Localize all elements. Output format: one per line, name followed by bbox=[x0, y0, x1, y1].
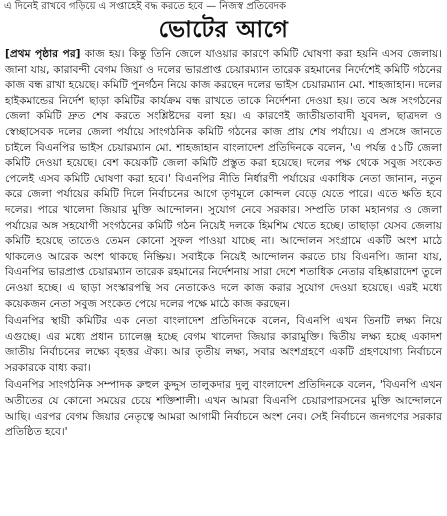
paragraph-text: কাজ হয়। কিন্তু তিনি জেলে যাওয়ার কারণে কমিটি ঘোষণা করা হয়নি এসব জেলায়। জানা যায়, কারাবন্দী বেগম জিয়া ও দলের ভারপ্রাপ্ত চেয়ারম্যান তারেক রহমানের নির্দেশেই কমিটি গঠনের কাজ বন্ধ রাখা হয়েছে। কমিটি পুনর্গঠন নিয়ে কাজ করছেন দলের ভাইস চেয়ারম্যান মো. শাহজাহান। দলের হাইকমান্ডের নির্দেশ ছাড়া কমিটির কার্যক্রম বন্ধ রাখতে তাকে নির্দেশনা দেওয়া হয়। তবে অঙ্গ সংগঠনের জেলা কমিটি দ্রুত শেষ করতে সংশ্লিষ্টদের বলা হয়। এ কারণেই জাতীয়তাবাদী যুবদল, ছাত্রদল ও স্বেচ্ছাসেবক দলের জেলা পর্যায়ে সাংগঠনিক কমিটি গঠনের কাজ প্রায় শেষ পর্যায়ে। এ প্রসঙ্গে জানতে চাইলে বিএনপির ভাইস চেয়ারম্যান মো. শাহজাহান বাংলাদেশ প্রতিদিনকে বলেন, 'এ পর্যন্ত ৫১টি জেলা কমিটি দেওয়া হয়েছে। বেশ কয়েকটি জেলা কমিটি প্রস্তুত করা হয়েছে। দলের পক্ষ থেকে সবুজ সংকেত পেলেই এসব কমিটি ঘোষণা করা হবে।' বিএনপির নীতি নির্ধারণী পর্যায়ের একাধিক নেতা জানান, নতুন করে জেলা পর্যায়ের কমিটি দিলে নির্বাচনের আগে তৃণমূলে কোন্দল বেড়ে যেতে পারে। এতে ক্ষতি হবে দলের। পারে খালেদা জিয়ার মুক্তি আন্দোলন। সুযোগ নেবে সরকার। সম্প্রতি ঢাকা মহানগর ও জেলা পর্যায়ের অঙ্গ সহযোগী সংগঠনের কমিটি গঠন নিয়েই দলকে হিমশিম খেতে হচ্ছে। তাছাড়া যেসব জেলায় কমিটি হয়েছে তাতেও তেমন কোনো সুফল পাওয়া যাচ্ছে না। আন্দোলন সংগ্রামে একটি অংশ মাঠে থাকলেও আরেক অংশ থাকছে নিষ্ক্রিয়। সবাইকে নিয়েই আন্দোলন করতে চায় বিএনপি। জানা যায়, বিএনপির ভারপ্রাপ্ত চেয়ারম্যান তারেক রহমানের নির্দেশনায় সারা দেশে শতাধিক নেতার বহিষ্কারাদেশ তুলে নেওয়া হচ্ছে। এ ছাড়া সংস্কারপন্থি সব নেতাকেও দলে কাজ করার সুযোগ দেওয়া হয়েছে। এরই মধ্যে কয়েকজন নেতা সবুজ সংকেত পেয়ে দলের পক্ষে মাঠে কাজ করছেন। bbox=[5, 48, 442, 310]
article-paragraph-2: বিএনপির স্থায়ী কমিটির এক নেতা বাংলাদেশ প্রতিদিনকে বলেন, বিএনপি এখন তিনটি লক্ষ্য নিয়ে এগুচ্ছে। এর মধ্যে প্রধান চ্যালেঞ্জ হচ্ছে বেগম খালেদা জিয়ার কারামুক্তি। দ্বিতীয় লক্ষ্য হচ্ছে একাদশ জাতীয় নির্বাচনের লক্ষ্যে বৃহত্তর ঐক্য। আর তৃতীয় লক্ষ্য, সবার অংশগ্রহণে একটি গ্রহণযোগ্য নির্বাচনে সরকারকে বাধ্য করা। bbox=[5, 315, 442, 374]
article-headline: ভোটের আগে bbox=[158, 17, 289, 43]
article-body bbox=[5, 47, 442, 516]
continued-marker: [প্রথম পৃষ্ঠার পর] bbox=[5, 48, 81, 60]
article-paragraph-1 bbox=[5, 47, 442, 312]
top-strip-text: এ দিনেই রাখবে গড়িয়ে এ সপ্তাহেই বদ্ধ করতে হবে — নিজস্ব প্রতিবেদক bbox=[4, 1, 286, 12]
article-paragraph-3: বিএনপির সাংগঠনিক সম্পাদক রুহুল কুদ্দুস তালুকদার দুলু বাংলাদেশ প্রতিদিনকে বলেন, 'বিএনপি এখন অতীতের যে কোনো সময়ের চেয়ে শক্তিশালী। এখন আমরা বিএনপি চেয়ারপারসনের মুক্তি আন্দোলনে আছি। এরপর বেগম জিয়ার নেতৃত্বে আমরা আগামী নির্বাচনে অংশ নেব। সেই নির্বাচনে জনগণের সরকার প্রতিষ্ঠিত হবে।' bbox=[5, 379, 442, 439]
